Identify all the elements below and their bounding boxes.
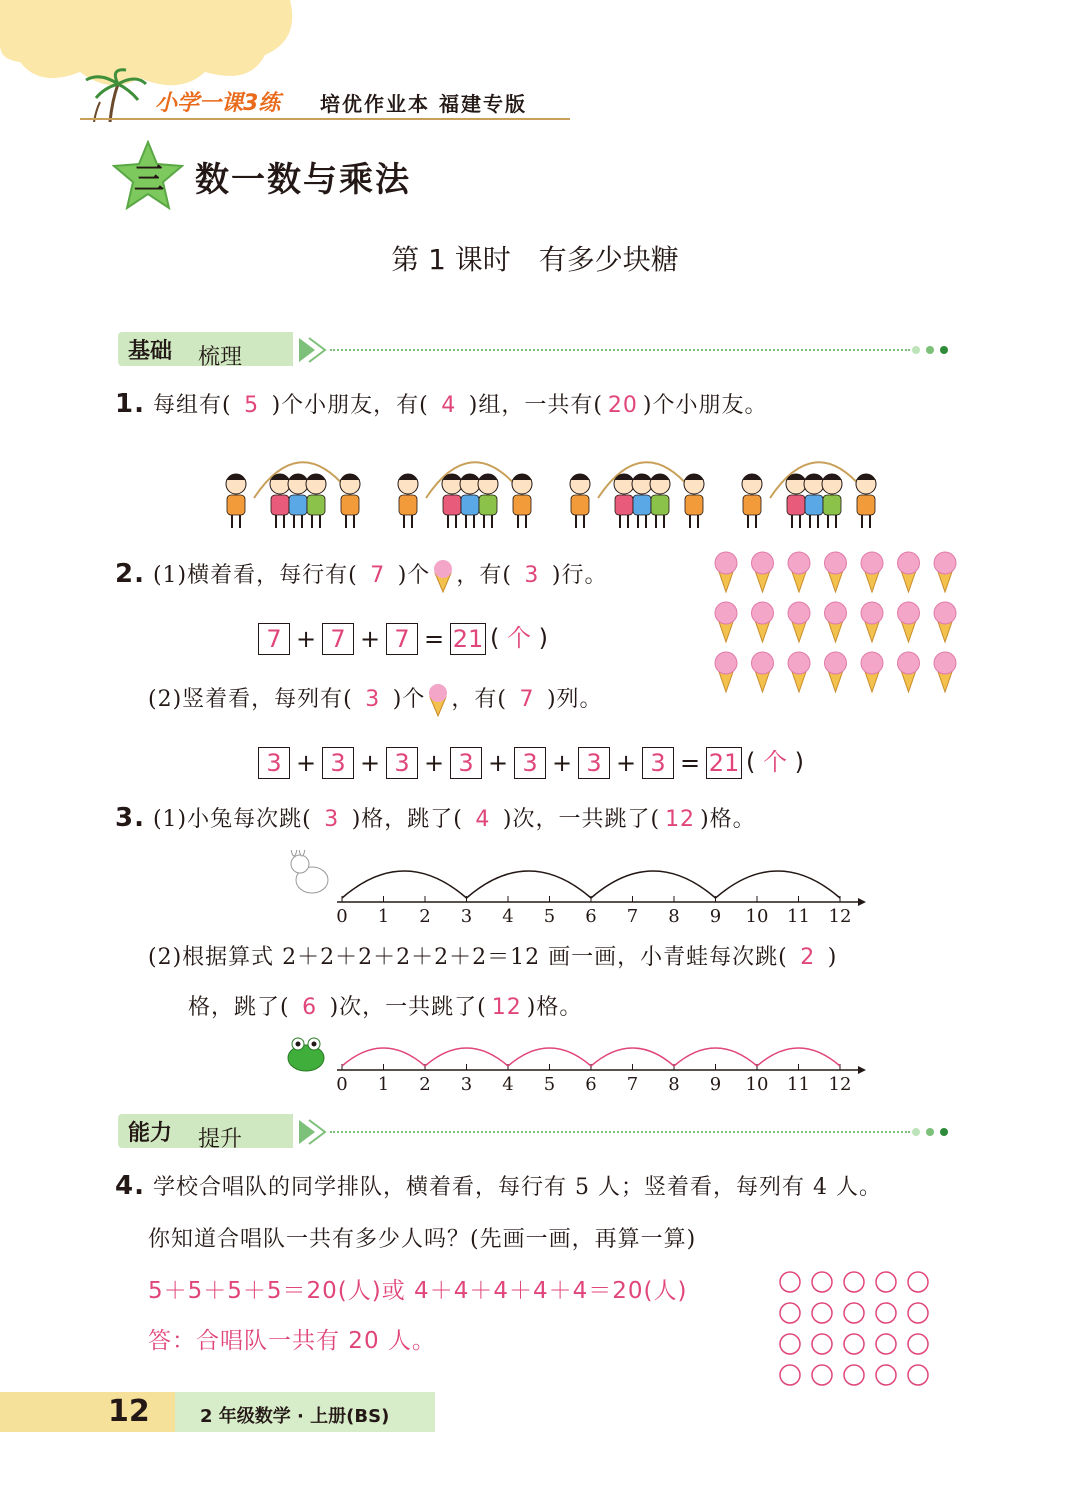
drawn-circle	[908, 1272, 928, 1292]
jump-rope-group	[226, 462, 360, 528]
tick-label: 11	[787, 906, 810, 927]
jump-rope-group	[742, 462, 876, 528]
q3-text-4: )格。	[700, 807, 756, 832]
tick-label: 12	[828, 906, 852, 927]
tick-label: 6	[585, 906, 597, 927]
frog-icon	[288, 1038, 324, 1071]
equals-sign: =	[679, 749, 701, 777]
q4-answer-equation: 5＋5＋5＋5＝20(人)或 4＋4＋4＋4＋4＝20(人)	[148, 1278, 688, 1304]
cloud-decoration	[0, 0, 300, 95]
drawn-circle	[844, 1365, 864, 1385]
jump-arc	[342, 871, 467, 898]
tick-label: 8	[668, 1074, 680, 1095]
q2-text-2: )个	[397, 563, 431, 588]
q3-text-1: (1)小兔每次跳(	[152, 807, 312, 832]
q3b-text-2: )	[827, 945, 838, 970]
ice-cream-icon	[825, 552, 847, 592]
equals-sign: =	[423, 625, 445, 653]
section-advance-b: 提升	[198, 1127, 243, 1152]
q1-text-3: )组，一共有(	[468, 393, 603, 418]
tick-label: 2	[419, 1074, 431, 1095]
jump-rope-groups	[218, 440, 898, 532]
ice-cream-icon	[861, 602, 883, 642]
jump-arc	[508, 1048, 591, 1066]
q1-answer-3: 20	[607, 393, 638, 418]
tick-label: 5	[543, 906, 556, 927]
plus-sign: +	[615, 749, 637, 777]
drawn-circle	[780, 1272, 800, 1292]
jump-rope-group	[398, 462, 532, 528]
ice-cream-icon	[430, 559, 456, 593]
tick-label: 7	[626, 1074, 639, 1095]
arrow-icon	[295, 334, 327, 366]
jump-arc	[757, 1048, 840, 1066]
q4-line-2: 你知道合唱队一共有多少人吗？(先画一画，再算一算)	[148, 1227, 697, 1252]
rabbit-number-line	[282, 850, 872, 928]
plus-sign: +	[295, 749, 317, 777]
section-basic-b: 梳理	[198, 345, 243, 370]
jump-arc	[342, 1048, 425, 1066]
q2-text-4: )行。	[551, 563, 608, 588]
tick-label: 4	[502, 1074, 514, 1095]
rabbit-icon	[291, 850, 328, 893]
question-3-part-1	[115, 802, 756, 833]
answer-box: 3	[258, 747, 290, 779]
plus-sign: +	[551, 749, 573, 777]
answer-box: 3	[642, 747, 674, 779]
ice-cream-icon	[934, 602, 956, 642]
question-3-part-2-cont	[188, 990, 582, 1021]
question-2-part-2	[148, 682, 603, 717]
tick-label: 3	[460, 906, 473, 927]
tick-label: 9	[709, 1074, 722, 1095]
tick-label: 12	[828, 1074, 852, 1095]
q3-text-3: )次，一共跳了(	[502, 807, 661, 832]
question-3-part-2	[148, 940, 837, 971]
answer-box: 7	[322, 623, 354, 655]
q3b-text-1: (2)根据算式 2＋2＋2＋2＋2＋2＝12 画一画，小青蛙每次跳(	[148, 945, 788, 970]
ice-cream-icon	[825, 602, 847, 642]
question-1	[115, 388, 768, 419]
question-4	[115, 1170, 882, 1201]
axis-arrow	[858, 898, 866, 906]
answer-box: 3	[386, 747, 418, 779]
q1-text-1: 每组有(	[152, 393, 232, 418]
book-title: 2 年级数学 · 上册(BS)	[200, 1406, 390, 1427]
question-number: 1.	[115, 389, 145, 419]
page-number: 12	[108, 1394, 150, 1429]
q3b-answer-2: 6	[302, 995, 318, 1020]
jump-arc	[591, 871, 716, 898]
q3b-text-5: )格。	[526, 995, 583, 1020]
drawn-circle	[812, 1365, 832, 1385]
tick-label: 10	[745, 906, 769, 927]
q3b-answer-1: 2	[800, 945, 816, 970]
plus-sign: +	[423, 749, 445, 777]
ice-cream-icon	[934, 552, 956, 592]
unit-number: 三	[134, 162, 164, 197]
drawn-circle	[780, 1365, 800, 1385]
tick-label: 1	[377, 1074, 390, 1095]
jump-arc	[425, 1048, 508, 1066]
q2b-text-4: )列。	[546, 687, 603, 712]
drawn-circle	[908, 1365, 928, 1385]
question-number: 3.	[115, 803, 145, 833]
ice-cream-icon	[788, 602, 810, 642]
drawn-circle	[844, 1334, 864, 1354]
frog-number-line	[282, 1036, 872, 1096]
section-divider	[330, 1131, 910, 1133]
tick-label: 9	[709, 906, 722, 927]
result-box: 21	[450, 623, 486, 655]
ice-cream-icon	[788, 652, 810, 692]
drawn-circle	[876, 1272, 896, 1292]
tick-label: 5	[543, 1074, 556, 1095]
drawn-circle	[876, 1365, 896, 1385]
arrow-icon	[295, 1116, 327, 1148]
q4-answer-statement: 答：合唱队一共有 20 人。	[148, 1328, 436, 1354]
ice-cream-icon	[715, 602, 737, 642]
dots-icon	[910, 340, 950, 360]
q3-answer-1: 3	[324, 807, 340, 832]
section-basic-a: 基础	[128, 339, 173, 364]
header-subtitle: 培优作业本 福建专版	[320, 92, 527, 116]
question-number: 2.	[115, 559, 145, 589]
ice-cream-icon	[825, 652, 847, 692]
drawn-circle	[908, 1334, 928, 1354]
ice-cream-icon	[715, 652, 737, 692]
plus-sign: +	[295, 625, 317, 653]
ice-cream-icon	[934, 652, 956, 692]
q3-answer-2: 4	[475, 807, 491, 832]
q3b-answer-3: 12	[491, 995, 522, 1020]
drawn-circle	[780, 1334, 800, 1354]
q2b-answer-1: 3	[365, 687, 381, 712]
jump-rope-group	[570, 462, 704, 528]
axis-arrow	[858, 1066, 866, 1074]
q2-text-1: (1)横着看，每行有(	[152, 563, 358, 588]
equation-2	[258, 742, 804, 779]
ice-cream-grid	[712, 548, 962, 694]
q3b-text-4: )次，一共跳了(	[329, 995, 487, 1020]
ice-cream-icon	[752, 602, 774, 642]
q1-text-2: )个小朋友，有(	[271, 393, 429, 418]
drawn-circle	[812, 1303, 832, 1323]
tick-label: 10	[745, 1074, 769, 1095]
ice-cream-icon	[898, 652, 920, 692]
unit-label: ( 个 )	[490, 624, 548, 652]
q4-line-1: 学校合唱队的同学排队，横着看，每行有 5 人；竖着看，每列有 4 人。	[152, 1175, 882, 1200]
q2-answer-2: 3	[524, 563, 540, 588]
drawn-circle	[876, 1303, 896, 1323]
ice-cream-icon	[752, 552, 774, 592]
q1-text-4: )个小朋友。	[642, 393, 768, 418]
q2-text-3: ，有(	[456, 563, 512, 588]
ice-cream-icon	[861, 552, 883, 592]
section-advance-a: 能力	[128, 1121, 173, 1146]
drawn-circle	[812, 1272, 832, 1292]
tick-label: 0	[336, 906, 348, 927]
tick-label: 7	[626, 906, 639, 927]
equation-1	[258, 618, 548, 655]
jump-arc	[716, 871, 841, 898]
drawn-circle	[812, 1334, 832, 1354]
question-number: 4.	[115, 1171, 145, 1201]
ice-cream-icon	[898, 602, 920, 642]
q2b-text-1: (2)竖着看，每列有(	[148, 687, 353, 712]
tick-label: 6	[585, 1074, 597, 1095]
q1-answer-1: 5	[244, 393, 260, 418]
answer-box: 3	[450, 747, 482, 779]
result-box: 21	[706, 747, 742, 779]
tick-label: 2	[419, 906, 431, 927]
answer-box: 3	[514, 747, 546, 779]
brand-name: 小学一课3练	[155, 91, 281, 116]
tick-label: 11	[787, 1074, 810, 1095]
ice-cream-icon	[861, 652, 883, 692]
drawn-circle	[844, 1272, 864, 1292]
plus-sign: +	[487, 749, 509, 777]
answer-box: 3	[578, 747, 610, 779]
question-2-part-1	[115, 558, 608, 593]
answer-box: 3	[322, 747, 354, 779]
jump-arc	[591, 1048, 674, 1066]
jump-arc	[674, 1048, 757, 1066]
tick-label: 3	[460, 1074, 473, 1095]
section-divider	[330, 349, 910, 351]
palm-tree-icon	[80, 66, 150, 122]
answer-box: 7	[258, 623, 290, 655]
ice-cream-icon	[752, 652, 774, 692]
drawn-circle	[908, 1303, 928, 1323]
q3b-text-3: 格，跳了(	[188, 995, 290, 1020]
tick-label: 4	[502, 906, 514, 927]
unit-label: ( 个 )	[746, 748, 804, 776]
tick-label: 0	[336, 1074, 348, 1095]
ice-cream-icon	[715, 552, 737, 592]
q3-text-2: )格，跳了(	[351, 807, 463, 832]
q2b-answer-2: 7	[519, 687, 535, 712]
q2-answer-1: 7	[370, 563, 386, 588]
jump-arc	[467, 871, 592, 898]
lesson-title: 第 1 课时 有多少块糖	[391, 243, 679, 276]
q2b-text-2: )个	[392, 687, 426, 712]
drawn-circle	[780, 1303, 800, 1323]
drawn-circle	[844, 1303, 864, 1323]
plus-sign: +	[359, 625, 381, 653]
unit-title: 数一数与乘法	[195, 160, 411, 200]
q1-answer-2: 4	[441, 393, 457, 418]
header-rule	[80, 118, 570, 120]
ice-cream-icon	[788, 552, 810, 592]
answer-box: 7	[386, 623, 418, 655]
q2b-text-3: ，有(	[451, 687, 507, 712]
tick-label: 1	[377, 906, 390, 927]
plus-sign: +	[359, 749, 381, 777]
q3-answer-3: 12	[665, 807, 696, 832]
drawn-circle	[876, 1334, 896, 1354]
ice-cream-icon	[425, 683, 451, 717]
dots-icon	[910, 1122, 950, 1142]
circle-grid-drawing	[776, 1268, 936, 1392]
ice-cream-icon	[898, 552, 920, 592]
tick-label: 8	[668, 906, 680, 927]
